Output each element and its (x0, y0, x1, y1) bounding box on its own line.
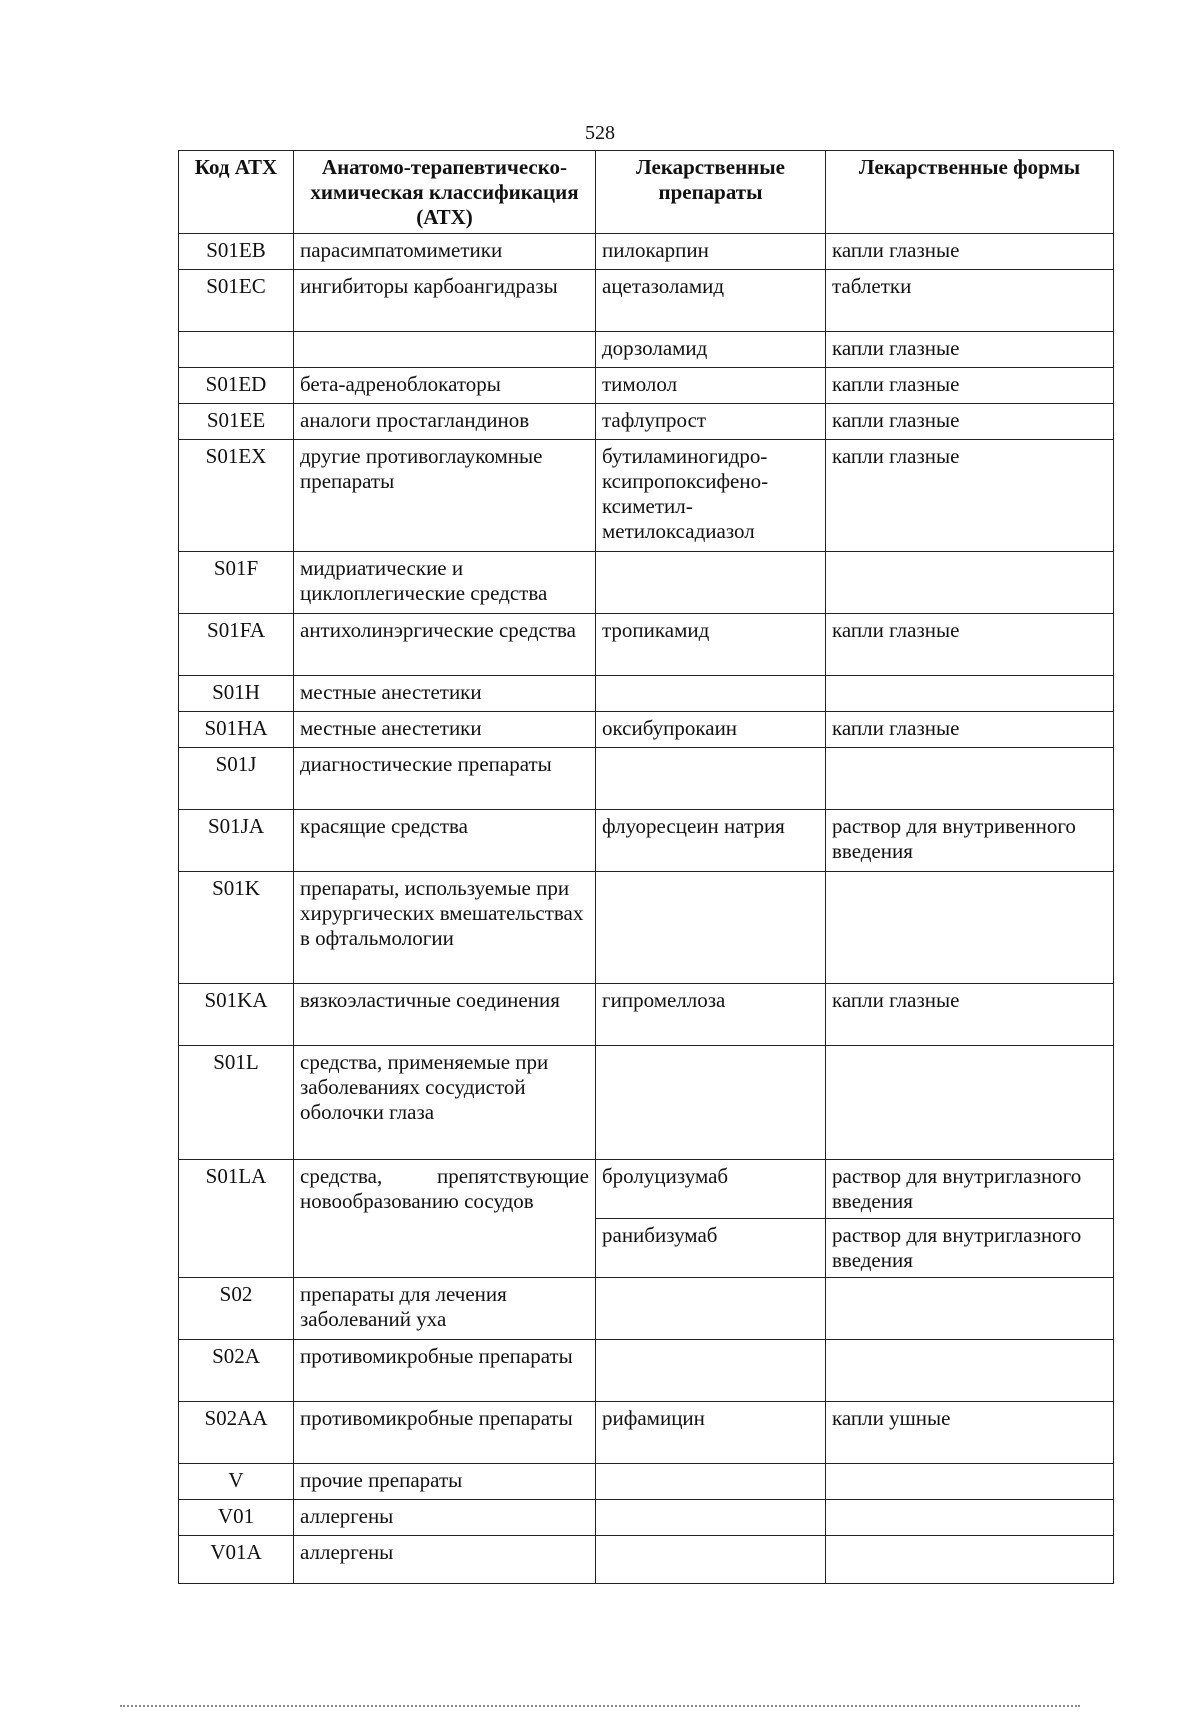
cell-form (826, 676, 1114, 712)
cell-form: капли глазные (826, 984, 1114, 1046)
cell-classification: препараты, используемые при хирургических вмешательствах в офтальмологии (294, 872, 596, 984)
cell-classification: аллергены (294, 1536, 596, 1584)
cell-drug: флуоресцеин натрия (596, 810, 826, 872)
cell-classification: аналоги простагландинов (294, 404, 596, 440)
cell-classification: антихолинэргические средства (294, 614, 596, 676)
cell-drug: бролуцизумаб (596, 1160, 826, 1219)
cell-form (826, 1278, 1114, 1340)
cell-form: капли глазные (826, 712, 1114, 748)
cell-code: S01JA (179, 810, 294, 872)
table-header-row (179, 151, 1114, 234)
table-row (179, 1160, 1114, 1219)
cell-form (826, 1536, 1114, 1584)
cell-classification: красящие средства (294, 810, 596, 872)
cell-classification: прочие препараты (294, 1464, 596, 1500)
table-row (179, 1464, 1114, 1500)
cell-drug (596, 552, 826, 614)
table-row (179, 872, 1114, 984)
cell-code: V (179, 1464, 294, 1500)
cell-form: капли глазные (826, 440, 1114, 552)
cell-drug: тимолол (596, 368, 826, 404)
cell-code: S01J (179, 748, 294, 810)
cell-code: S02 (179, 1278, 294, 1340)
table-row (179, 440, 1114, 552)
cell-drug: бутиламиногидро-ксипропоксифено-ксиметил-метилоксадиазол (596, 440, 826, 552)
cell-drug: гипромеллоза (596, 984, 826, 1046)
cell-form: раствор для внутривенного введения (826, 810, 1114, 872)
cell-code: S01F (179, 552, 294, 614)
table-row (179, 332, 1114, 368)
cell-drug (596, 1464, 826, 1500)
cell-form (826, 1500, 1114, 1536)
table-row (179, 552, 1114, 614)
cell-code: S01EX (179, 440, 294, 552)
cell-classification: противомикробные препараты (294, 1402, 596, 1464)
cell-classification: аллергены (294, 1500, 596, 1536)
atc-table (178, 150, 1114, 1584)
cell-code: S01FA (179, 614, 294, 676)
table-row (179, 1278, 1114, 1340)
cell-code: S01K (179, 872, 294, 984)
cell-form (826, 872, 1114, 984)
page-number: 528 (585, 122, 615, 144)
cell-form (826, 552, 1114, 614)
cell-code: S01EE (179, 404, 294, 440)
cell-drug (596, 1500, 826, 1536)
cell-code: S01HA (179, 712, 294, 748)
table-row (179, 614, 1114, 676)
cell-classification: местные анестетики (294, 676, 596, 712)
cell-form (826, 1340, 1114, 1402)
cell-code: S02A (179, 1340, 294, 1402)
cell-classification: парасимпатомиметики (294, 234, 596, 270)
cell-drug: ацетазоламид (596, 270, 826, 332)
scan-edge-line (120, 1705, 1080, 1709)
cell-code: V01 (179, 1500, 294, 1536)
cell-code: S01ED (179, 368, 294, 404)
cell-form (826, 748, 1114, 810)
cell-form: капли глазные (826, 368, 1114, 404)
cell-drug: тафлупрост (596, 404, 826, 440)
cell-classification: средства, применяемые при заболеваниях сосудистой оболочки глаза (294, 1046, 596, 1160)
cell-drug (596, 748, 826, 810)
table-row (179, 1402, 1114, 1464)
cell-code: S02AA (179, 1402, 294, 1464)
table-row (179, 1340, 1114, 1402)
cell-classification: мидриатические и циклоплегические средства (294, 552, 596, 614)
cell-drug: рифамицин (596, 1402, 826, 1464)
cell-form (826, 1464, 1114, 1500)
cell-classification (294, 332, 596, 368)
table-row (179, 1536, 1114, 1584)
cell-code: S01EC (179, 270, 294, 332)
table-row (179, 234, 1114, 270)
cell-form: раствор для внутриглазного введения (826, 1160, 1114, 1219)
cell-code: S01EB (179, 234, 294, 270)
cell-code: S01L (179, 1046, 294, 1160)
table-body-top (179, 234, 1114, 1160)
table-body-bottom (179, 1278, 1114, 1584)
cell-form (826, 1046, 1114, 1160)
cell-drug: ранибизумаб (596, 1219, 826, 1278)
cell-classification: препараты для лечения заболеваний уха (294, 1278, 596, 1340)
cell-drug (596, 1046, 826, 1160)
cell-classification: средства, препятствующие новообразованию сосудов (294, 1160, 596, 1278)
cell-code (179, 332, 294, 368)
table-row (179, 810, 1114, 872)
cell-drug (596, 676, 826, 712)
cell-classification: вязкоэластичные соединения (294, 984, 596, 1046)
header-code: Код АТХ (179, 151, 294, 234)
cell-code: S01H (179, 676, 294, 712)
cell-form: капли глазные (826, 234, 1114, 270)
cell-drug (596, 872, 826, 984)
table-row (179, 984, 1114, 1046)
table-row (179, 712, 1114, 748)
header-forms: Лекарственные формы (826, 151, 1114, 234)
table-row (179, 270, 1114, 332)
table-row (179, 368, 1114, 404)
cell-form: таблетки (826, 270, 1114, 332)
cell-drug: дорзоламид (596, 332, 826, 368)
header-classification: Анатомо-терапевтическо-химическая классификация (АТХ) (294, 151, 596, 234)
cell-form: капли глазные (826, 404, 1114, 440)
cell-classification: ингибиторы карбоангидразы (294, 270, 596, 332)
cell-form: раствор для внутриглазного введения (826, 1219, 1114, 1278)
cell-drug: тропикамид (596, 614, 826, 676)
table-row (179, 1046, 1114, 1160)
cell-drug: оксибупрокаин (596, 712, 826, 748)
cell-form: капли глазные (826, 614, 1114, 676)
cell-code: S01KA (179, 984, 294, 1046)
cell-drug (596, 1340, 826, 1402)
cell-code: S01LA (179, 1160, 294, 1278)
table-body-s01la (179, 1160, 1114, 1278)
cell-form: капли глазные (826, 332, 1114, 368)
table-row (179, 748, 1114, 810)
cell-drug (596, 1536, 826, 1584)
table-row (179, 404, 1114, 440)
table-row (179, 676, 1114, 712)
cell-classification: противомикробные препараты (294, 1340, 596, 1402)
cell-form: капли ушные (826, 1402, 1114, 1464)
cell-drug: пилокарпин (596, 234, 826, 270)
cell-drug (596, 1278, 826, 1340)
header-drugs: Лекарственные препараты (596, 151, 826, 234)
cell-classification: диагностические препараты (294, 748, 596, 810)
cell-classification: бета-адреноблокаторы (294, 368, 596, 404)
cell-classification: местные анестетики (294, 712, 596, 748)
table-row (179, 1500, 1114, 1536)
cell-code: V01A (179, 1536, 294, 1584)
cell-classification: другие противоглаукомные препараты (294, 440, 596, 552)
